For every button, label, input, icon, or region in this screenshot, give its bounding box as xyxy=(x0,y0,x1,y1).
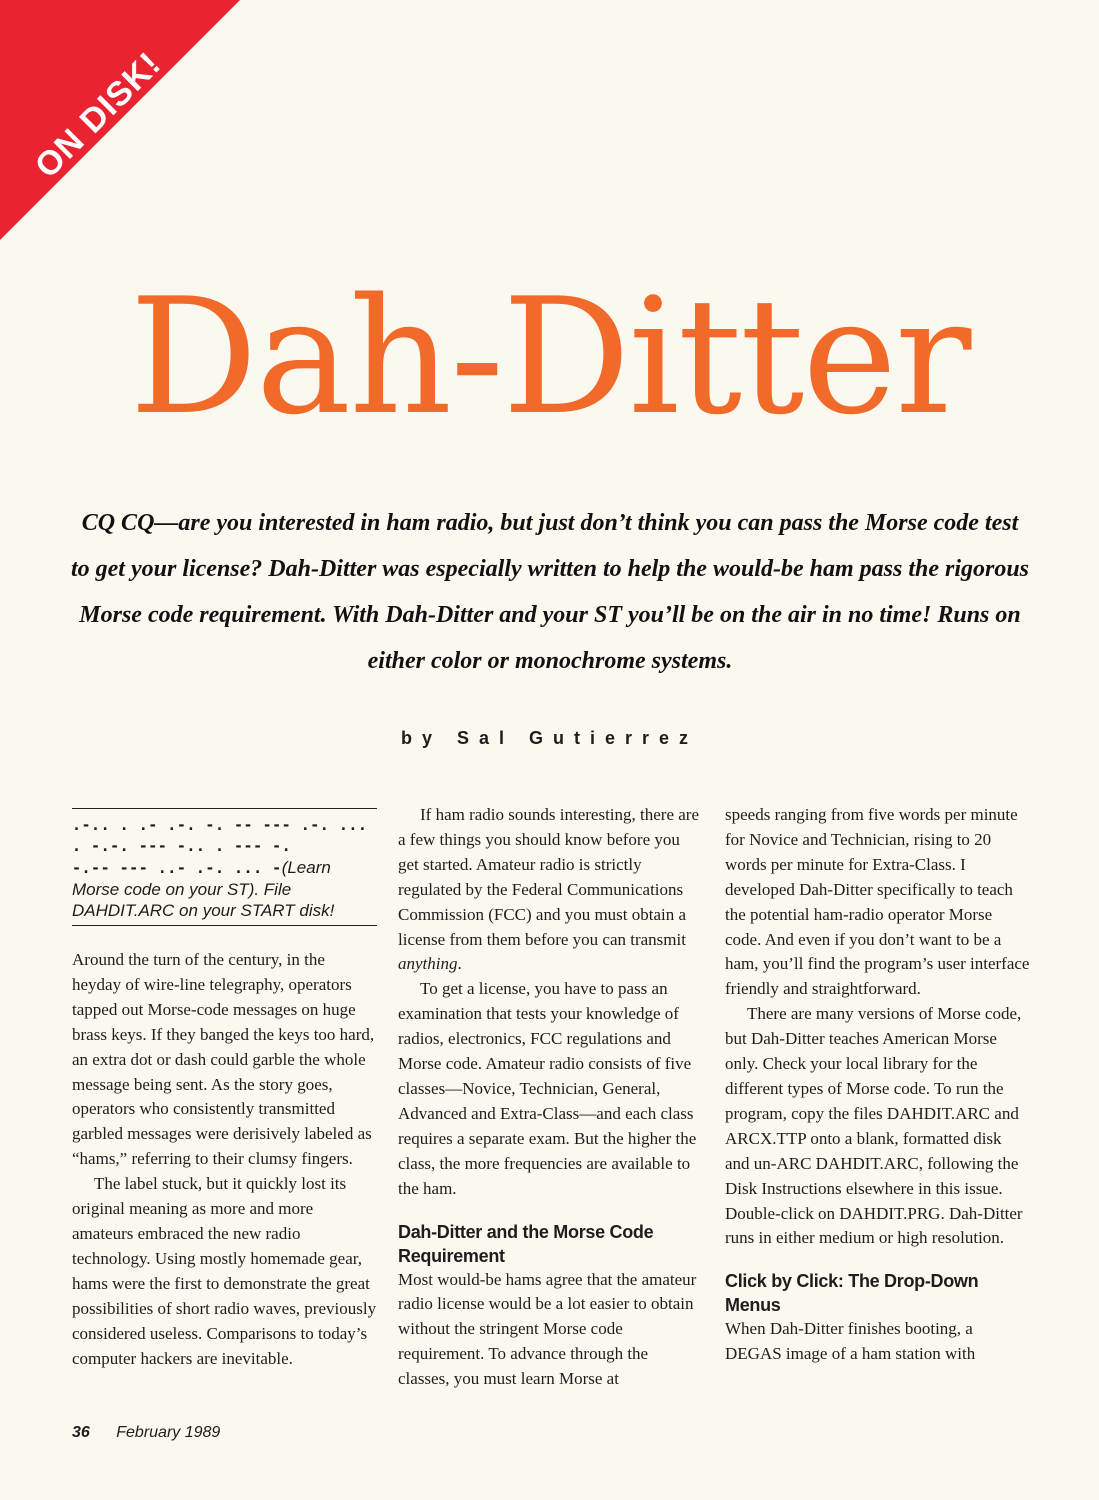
col2-p1-end: . xyxy=(457,954,462,974)
sidebar-text: (Learn Morse code on your ST). File DAHDIT.ARC on your START disk! xyxy=(72,858,335,920)
col2-p1-emphasis: anything xyxy=(398,954,458,974)
column-1 xyxy=(72,808,377,1371)
column-3 xyxy=(725,803,1030,1367)
article-title: Dah-Ditter xyxy=(129,263,970,450)
sidebar-morse-line-2: . -.-. --- -.. . --- -. xyxy=(72,837,292,855)
col2-heading: Dah-Ditter and the Morse Code Requirement xyxy=(398,1221,654,1266)
col3-paragraph-2: There are many versions of Morse code, but Dah-Ditter teaches American Morse only. Check your local library for the different types of Morse code. To run the program, copy the files DAHDIT.ARC and ARCX.TTP onto a blank, formatted disk and un-ARC DAHDIT.ARC, following the Disk Instructions elsewhere in this issue. Double-click on DAHDIT.PRG. Dah-Ditter runs in either medium or high resolution. xyxy=(725,1004,1023,1248)
column-2 xyxy=(398,803,703,1392)
page-footer xyxy=(72,1424,220,1442)
article-deck: CQ CQ—are you interested in ham radio, but just don’t think you can pass the Morse code test to get your license? Dah-Ditter was especially written to help the would-be ham pass the rigorous Morse code requirement. With Dah-Ditter and your ST you’ll be on the air in no time! Runs on either color or monochrome systems. xyxy=(70,510,1030,674)
col3-heading: Click by Click: The Drop-Down Menus xyxy=(725,1271,979,1316)
col2-paragraph-2: To get a license, you have to pass an examination that tests your knowledge of radios, electronics, FCC regulations and Morse code. Amateur radio consists of five classes—Novice, Technician, General, Advanced and Extra-Class—and each class requires a separate exam. But the higher the class, the more frequencies are available to the ham. xyxy=(398,979,697,1198)
on-disk-corner-banner xyxy=(0,0,240,240)
col2-paragraph-1 xyxy=(398,803,703,977)
corner-stamp-text: ON DISK! xyxy=(27,44,169,186)
page-number: 36 xyxy=(72,1424,90,1441)
col3-paragraph-1: speeds ranging from five words per minute for Novice and Technician, rising to 20 words per minute for Extra-Class. I developed Dah-Ditter specifically to teach the potential ham-radio operator Morse code. And even if you don’t want to be a ham, you’ll find the program’s user interface friendly and straightforward. xyxy=(725,805,1030,999)
col2-p1-text: If ham radio sounds interesting, there are a few things you should know before you get started. Amateur radio is strictly regulated by the Federal Communications Commission (FCC) and you must obtain a license from them before you can transmit xyxy=(398,805,699,949)
col2-paragraph-3: Most would-be hams agree that the amateur radio license would be a lot easier to obtain without the stringent Morse code requirement. To advance through the classes, you must learn Morse at xyxy=(398,1269,697,1389)
byline: by Sal Gutierrez xyxy=(400,728,699,748)
col1-paragraph-2: The label stuck, but it quickly lost its original meaning as more and more amateurs embraced the new radio technology. Using mostly homemade gear, hams were the first to demonstrate the great possibilities of short radio waves, previously considered useless. Comparisons to today’s computer hackers are inevitable. xyxy=(72,1174,377,1368)
sidebar-morse-line-3: -.-- --- ..- .-. ... - xyxy=(72,859,282,877)
col3-paragraph-3: When Dah-Ditter finishes booting, a DEGAS image of a ham station with xyxy=(725,1319,976,1364)
col1-paragraph-1: Around the turn of the century, in the heyday of wire-line telegraphy, operators tapped out Morse-code messages on huge brass keys. If they banged the keys too hard, an extra dot or dash could garble the whole message being sent. As the story goes, operators who consistently transmitted garbled messages were derisively labeled as “hams,” referring to their clumsy fingers. xyxy=(72,950,375,1169)
issue-date: February 1989 xyxy=(116,1424,221,1441)
sidebar-morse-line-1: .-.. . .- .-. -. -- --- .-. ... xyxy=(72,816,368,834)
sidebar-box xyxy=(72,808,377,926)
